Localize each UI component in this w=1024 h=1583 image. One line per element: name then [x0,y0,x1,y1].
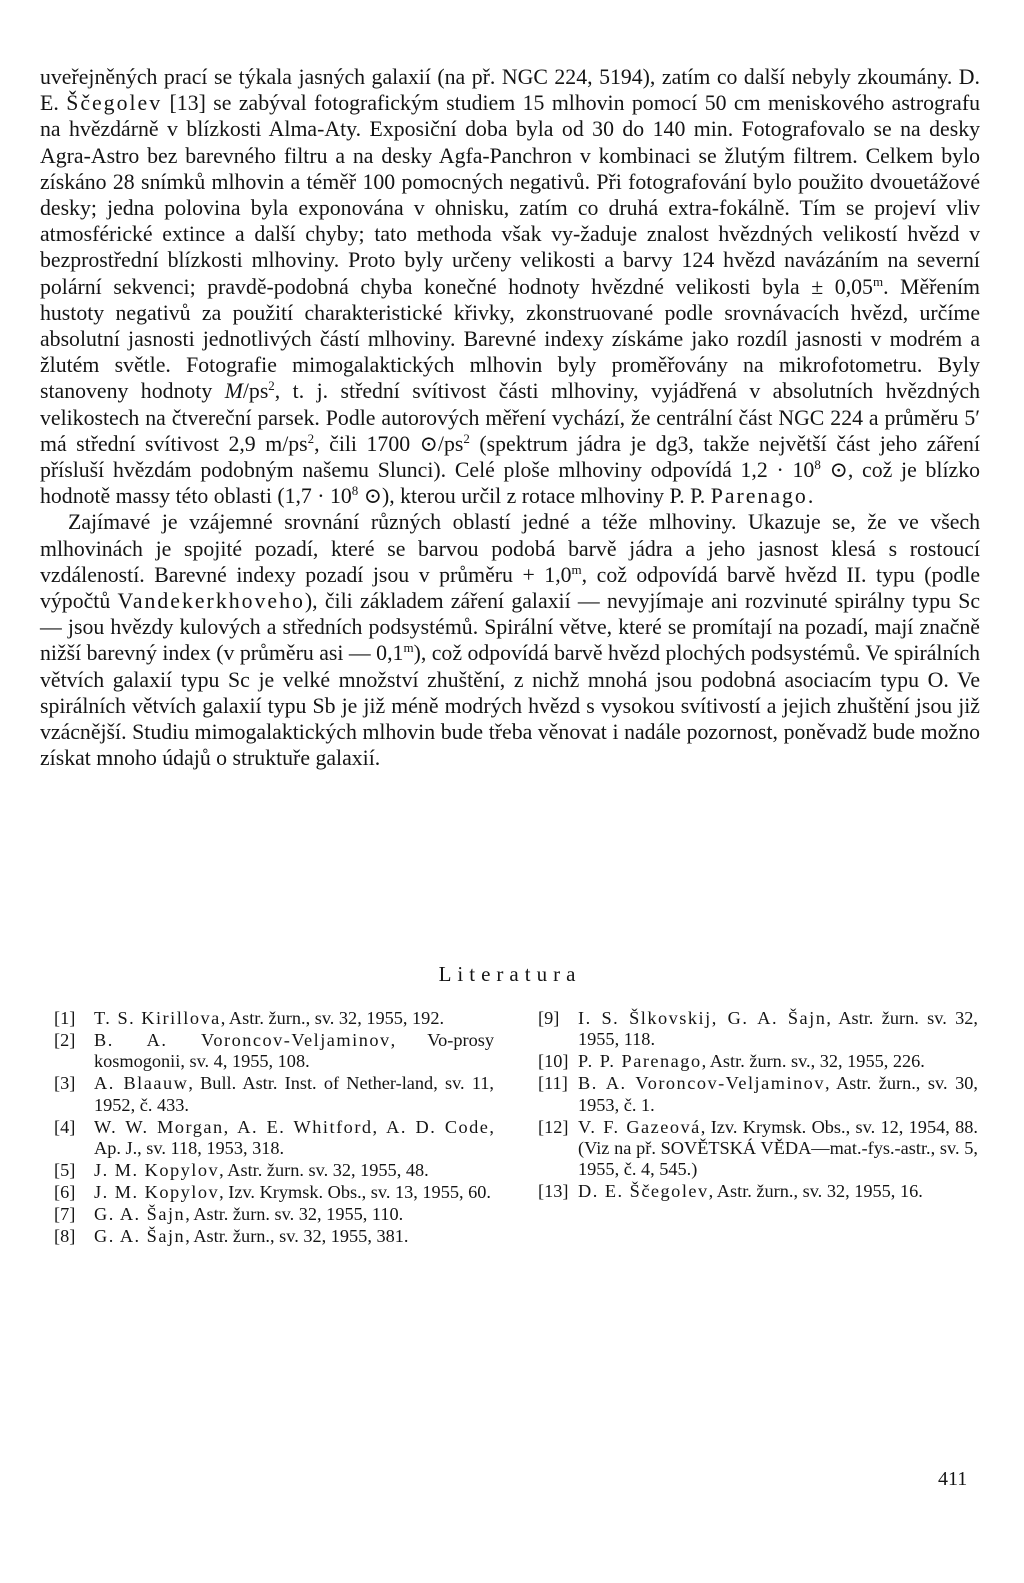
reference-details: , Izv. Krymsk. Obs., sv. 12, 1954, 88. (Viz na př. SOVĚTSKÁ VĚDA—mat.-fys.-astr., sv. 5, 1955, č. 4, 545.) [578,1116,978,1180]
exponent-superscript: 8 [814,457,821,473]
reference-author: A. Blaauw [94,1073,189,1094]
reference-text [94,1008,494,1029]
reference-text [578,1073,978,1116]
reference-details: , Astr. žurn., sv. 30, 1953, č. 1. [578,1073,978,1115]
reference-author: D. E. Ščegolev [578,1181,709,1202]
reference-author: B. A. Voroncov-Veljaminov [578,1073,825,1094]
reference-number: [12] [538,1116,569,1137]
reference-number: [1] [54,1008,76,1028]
reference-text [94,1204,494,1225]
reference-item [538,1181,978,1202]
square-superscript: 2 [463,430,470,446]
reference-details: , Izv. Krymsk. Obs., sv. 13, 1955, 60. [219,1181,491,1202]
reference-details: , Astr. žurn. sv. 32, 1955, 48. [219,1159,429,1180]
reference-text [94,1073,494,1116]
author-name-parenago: Parenago [710,484,808,509]
p1-text-9: ⊙), kterou určil z rotace mlhoviny P. P. [358,484,711,509]
reference-author: G. A. Šajn [94,1203,186,1224]
p2-text-2: , což odpovídá barvě hvězd II. typu (podle výpočtů [40,562,980,614]
reference-details: , Astr. žurn. sv. 32, 1955, 110. [185,1203,404,1224]
reference-number: [6] [54,1181,76,1202]
reference-number: [8] [54,1225,76,1246]
reference-number: [2] [54,1029,76,1050]
page-number: 411 [938,1468,968,1490]
reference-author: B. A. Voroncov-Veljaminov [94,1029,391,1050]
reference-details: , Astr. žurn. sv., 32, 1955, 226. [701,1051,925,1072]
p1-text-5: , t. j. střední svítivost části mlhoviny, vyjádřená v absolutních hvězdných velikostech na čtvereční parsek. Podle autorových měření vychází, že centrální část NGC 224 a průměru 5′ má střední svítivost 2,9 m/ps [40,379,980,456]
p1-text-7: (spektrum jádra je dg3, takže největší část jeho záření přísluší hvězdám podobným našemu Slunci). Celé ploše mlhoviny odpovídá 1,2 · 10 [40,431,980,483]
reference-author: J. M. Kopylov [94,1181,220,1202]
reference-item [54,1160,494,1181]
reference-details: , Ap. J., sv. 118, 1953, 318. [94,1116,494,1158]
literature-heading: Literatura [438,962,582,986]
references-left-column [54,1008,494,1247]
reference-item [538,1008,978,1051]
reference-author: I. S. Šlkovskij, G. A. Šajn [578,1008,827,1028]
p1-text-3: . Měřením hustoty negativů za použití charakteristické křivky, zkonstruované podle srovnávacích hvězd, určíme absolutní jasnosti jednotlivých částí mlhoviny. Barevné indexy získáme jako rozdíl jasnosti v modrém a žlutém světle. Fotografie mimogalaktických mlhovin byly proměřovány na mikrofotometru. Byly stanoveny hodnoty [40,274,981,404]
square-superscript: 2 [307,430,315,446]
reference-number: [7] [54,1203,76,1224]
reference-text [578,1051,978,1072]
reference-item [54,1204,494,1225]
reference-text [578,1117,978,1181]
author-name-scegolev: Ščegolev [66,91,163,116]
reference-number: [3] [54,1073,76,1094]
page [40,64,980,771]
reference-item [54,1030,494,1073]
symbol-m-italic: M [224,379,243,404]
reference-item [54,1117,494,1160]
reference-item [538,1051,978,1072]
p2-text-1: Zajímavé je vzájemné srovnání různých oblastí jedné a téže mlhoviny. Ukazuje se, že ve všech mlhovinách je spojité pozadí, které se barvou podobá barvě jádra a jeho jasnost klesá s rostoucí vzdáleností. Barevné indexy pozadí jsou v průměru + 1,0 [40,510,980,587]
reference-text [94,1160,494,1181]
reference-item [54,1182,494,1203]
reference-number: [4] [54,1116,76,1137]
reference-number: [13] [538,1181,569,1202]
reference-details: , Astr. žurn., sv. 32, 1955, 16. [708,1181,923,1202]
reference-details: , Astr. žurn. sv. 32, 1955, 118. [578,1008,979,1050]
reference-author: J. M. Kopylov [94,1159,220,1180]
reference-details: , Astr. žurn., sv. 32, 1955, 381. [185,1225,409,1246]
author-name-vandekerkhove: Vandekerkhoveho [117,589,305,614]
reference-item [54,1073,494,1116]
p1-text-10: . [807,484,814,509]
reference-author: P. P. Parenago [578,1051,702,1072]
reference-details: , Vo-prosy kosmogonii, sv. 4, 1955, 108. [94,1029,494,1072]
magnitude-superscript: m [872,273,884,289]
references-right-column [538,1008,978,1203]
p1-text-4: /ps [242,379,269,404]
p1-text-2: [13] se zabýval fotografickým studiem 15 mlhovin pomocí 50 cm meniskového astrografu na hvězdárně v blízkosti Alma-Aty. Exposiční doba byla od 30 do 140 min. Fotografovalo se na desky Agra-Astro bez barevného filtru a na desky Agfa-Panchron v kombinaci se žlutým filtrem. Celkem bylo získáno 28 snímků mlhovin a téměř 100 pomocných negativů. Při fotografování bylo použito dvouetážové desky; jedna polovina byla exponována v ohnisku, zatím co druhá extra-fokálně. Tím se projeví vliv atmosférické extince a další chyby; tato methoda však vy-žaduje znalost hvězdných velikostí hvězd v bezprostřední blízkosti mlhoviny. Proto byly určeny velikosti a barvy 124 hvězd navázáním na severní polární sekvenci; pravdě-podobná chyba konečné hodnoty hvězdné velikosti byla ± 0,05 [40,91,980,299]
reference-text [94,1226,494,1247]
paragraph-1 [40,64,980,509]
p1-text-1: uveřejněných prací se týkala jasných galaxií (na př. NGC 224, 5194), zatím co další nebyly zkoumány. D. E. [40,65,980,116]
exponent-superscript: 8 [351,483,359,499]
magnitude-superscript: m [403,640,414,656]
reference-item [54,1226,494,1247]
reference-author: G. A. Šajn [94,1225,186,1246]
reference-details: , Bull. Astr. Inst. of Nether-land, sv. 11, 1952, č. 433. [94,1073,494,1115]
reference-details: , Astr. žurn., sv. 32, 1955, 192. [220,1008,445,1028]
reference-text [94,1117,494,1160]
reference-author: T. S. Kirillova [94,1008,221,1028]
p1-text-6: , čili 1700 ⊙/ps [314,431,464,456]
reference-number: [11] [538,1073,568,1094]
reference-item [538,1073,978,1116]
reference-text [94,1030,494,1073]
square-superscript: 2 [268,378,275,394]
p2-text-4: ), což odpovídá barvě hvězd plochých podsystémů. Ve spirálních větvích galaxií typu Sc je velké množství zhuštění, z nichž mnohá jsou podobná asociacím typu O. Ve spirálních větvích galaxií typu Sb je již méně modrých hvězd s vysokou svítivostí a jejich zhuštění jsou již vzácnější. Studiu mimogalaktických mlhovin bude třeba věnovat i nadále pozornost, poněvadž bude možno získat mnoho údajů o struktuře galaxií. [40,641,980,771]
reference-number: [5] [54,1159,76,1180]
reference-text [578,1181,978,1202]
reference-text [94,1182,494,1203]
paragraph-2 [40,509,980,771]
p1-text-8: ⊙, což je blízko hodnotě massy této oblasti (1,7 · 10 [40,458,980,509]
reference-item [538,1117,978,1181]
reference-author: V. F. Gazeová [578,1116,701,1137]
reference-text [578,1008,978,1051]
reference-author: W. W. Morgan, A. E. Whitford, A. D. Code [94,1116,490,1137]
body-text [40,64,980,771]
reference-number: [10] [538,1051,569,1072]
reference-number: [9] [538,1008,560,1028]
reference-item [54,1008,494,1029]
p2-text-3: ), čili základem záření galaxií — nevyjímaje ani rozvinuté spirálny typu Sc — jsou hvězdy kulových a středních podsystémů. Spirální větve, které se promítají na pozadí, mají značně nižší barevný index (v průměru asi — 0,1 [40,589,980,666]
magnitude-superscript: m [571,561,582,577]
